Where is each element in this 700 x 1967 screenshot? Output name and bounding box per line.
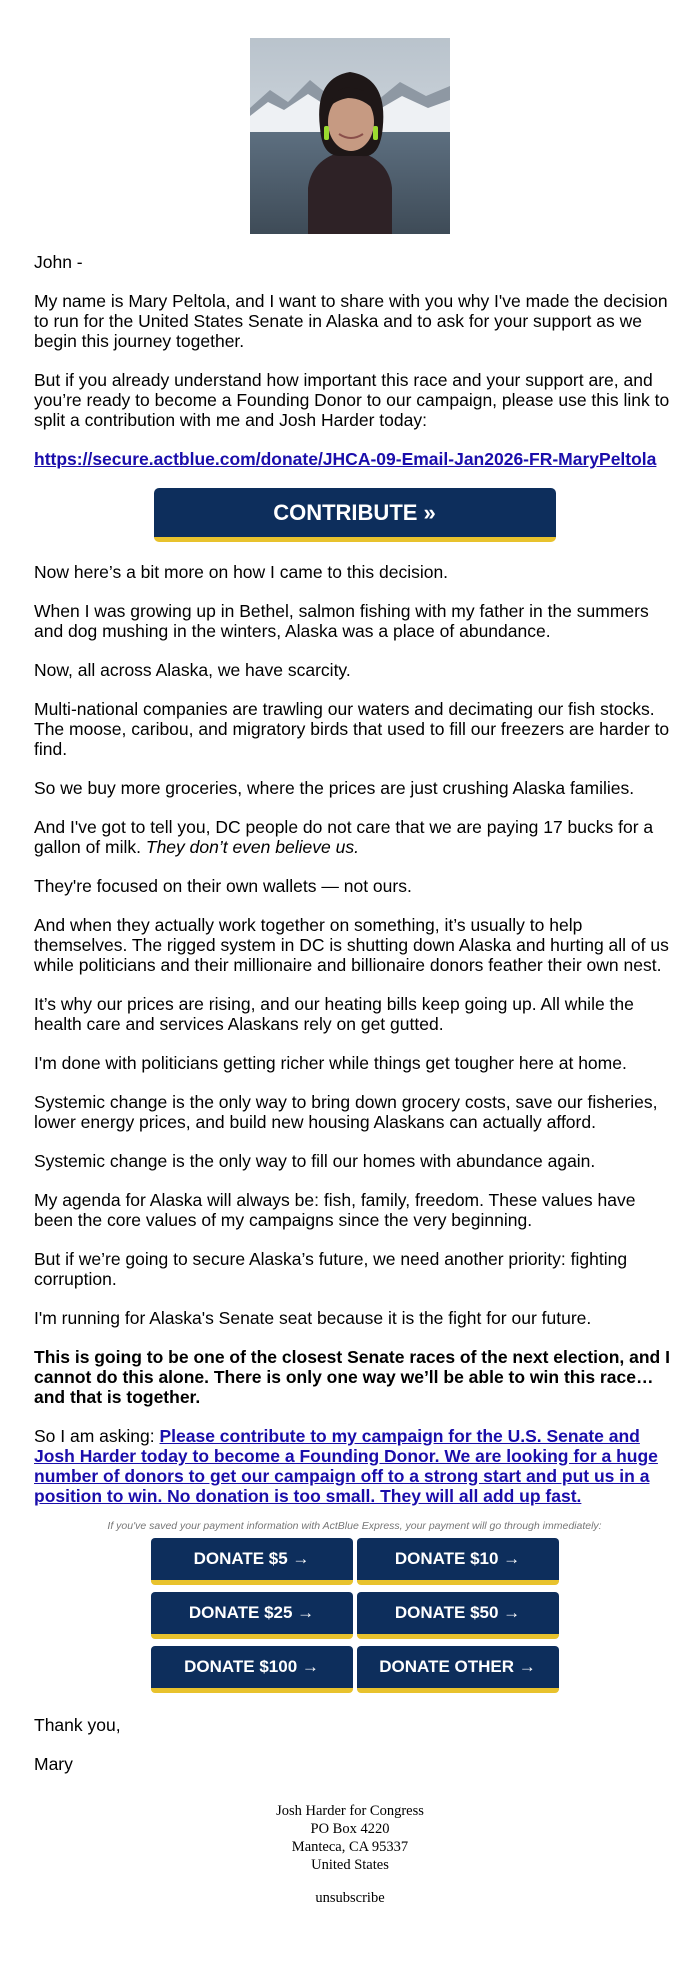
running-paragraph: I'm running for Alaska's Senate seat because it is the fight for our future. (34, 1308, 592, 1328)
intro-paragraph: My name is Mary Peltola, and I want to share with you why I've made the decision to run for the United States Senate in Alaska and to ask for your support as we begin this journey together. (34, 291, 668, 351)
agenda-paragraph: My agenda for Alaska will always be: fish, family, freedom. These values have been the core values of my campaigns since the very beginning. (34, 1190, 636, 1230)
ask-donate-link[interactable]: Please contribute to my campaign for the U.S. Senate and Josh Harder today to become a Founding Donor. We are looking for a huge number of donors to get our campaign off to a strong start and put us in a position to win. No donation is too small. They will all add up fast. (34, 1426, 658, 1506)
ask-prefix: So I am asking: (34, 1426, 160, 1446)
thanks-line: Thank you, (34, 1715, 121, 1735)
actblue-express-note: If you've saved your payment information with ActBlue Express, your payment will go through immediately: (107, 1520, 602, 1532)
donate-25-button[interactable]: DONATE $25 → (151, 1592, 353, 1639)
closest-race-paragraph: This is going to be one of the closest Senate races of the next election, and I cannot do this alone. There is only one way we’ll be able to win this race… and that is together. (34, 1347, 670, 1407)
wallets-paragraph: They're focused on their own wallets — not ours. (34, 876, 412, 896)
candidate-photo (250, 38, 450, 234)
message-content (15, 252, 685, 1774)
bethel-paragraph: When I was growing up in Bethel, salmon fishing with my father in the summers and dog mushing in the winters, Alaska was a place of abundance. (34, 601, 649, 641)
unsubscribe-link[interactable]: unsubscribe (315, 1890, 385, 1906)
contribute-button[interactable]: CONTRIBUTE » (154, 488, 556, 542)
footer-city: Manteca, CA 95337 (291, 1839, 409, 1855)
donate-other-button[interactable]: DONATE OTHER → (357, 1646, 559, 1693)
signoff (34, 1715, 675, 1774)
milk-italic-text: They don’t even believe us. (145, 837, 359, 857)
email-body (15, 0, 685, 1907)
donate-link-line (34, 449, 675, 469)
ask-paragraph (34, 1426, 675, 1506)
scarcity-paragraph: Now, all across Alaska, we have scarcity. (34, 660, 351, 680)
systemic-change-paragraph-1: Systemic change is the only way to bring down grocery costs, save our fisheries, lower energy prices, and build new housing Alaskans can actually afford. (34, 1092, 658, 1132)
contribute-button-wrap (34, 488, 675, 542)
footer-po-box: PO Box 4220 (310, 1821, 390, 1837)
milk-text: And I've got to tell you, DC people do not care that we are paying 17 bucks for a gallon of milk. (34, 817, 654, 857)
donate-50-button[interactable]: DONATE $50 → (357, 1592, 559, 1639)
greeting: John - (34, 252, 83, 272)
groceries-paragraph: So we buy more groceries, where the prices are just crushing Alaska families. (34, 778, 635, 798)
trawling-paragraph: Multi-national companies are trawling our waters and decimating our fish stocks. The moose, caribou, and migratory birds that used to fill our freezers are harder to find. (34, 699, 670, 759)
story-intro-paragraph: Now here’s a bit more on how I came to this decision. (34, 562, 449, 582)
donate-10-button[interactable]: DONATE $10 → (357, 1538, 559, 1585)
footer-org: Josh Harder for Congress (276, 1803, 424, 1819)
header-photo-wrap (15, 38, 685, 234)
donate-5-button[interactable]: DONATE $5 → (151, 1538, 353, 1585)
done-paragraph: I'm done with politicians getting richer while things get tougher here at home. (34, 1053, 627, 1073)
donate-url-link[interactable]: https://secure.actblue.com/donate/JHCA-09-Email-Jan2026-FR-MaryPeltola (34, 449, 657, 469)
milk-paragraph (34, 817, 675, 857)
footer (15, 1802, 685, 1907)
prices-paragraph: It’s why our prices are rising, and our heating bills keep going up. All while the health care and services Alaskans rely on get gutted. (34, 994, 634, 1034)
donate-button-grid (34, 1538, 675, 1693)
rigged-system-paragraph: And when they actually work together on something, it’s usually to help themselves. The rigged system in DC is shutting down Alaska and hurting all of us while politicians and their millionaire and billionaire donors feather their own nest. (34, 915, 669, 975)
donate-100-button[interactable]: DONATE $100 → (151, 1646, 353, 1693)
footer-country: United States (311, 1857, 389, 1873)
founding-donor-paragraph: But if you already understand how important this race and your support are, and you’re ready to become a Founding Donor to our campaign, please use this link to split a contribution with me and Josh Harder today: (34, 370, 670, 430)
signature: Mary (34, 1754, 73, 1774)
systemic-change-paragraph-2: Systemic change is the only way to fill our homes with abundance again. (34, 1151, 596, 1171)
corruption-paragraph: But if we’re going to secure Alaska’s future, we need another priority: fighting corruption. (34, 1249, 628, 1289)
